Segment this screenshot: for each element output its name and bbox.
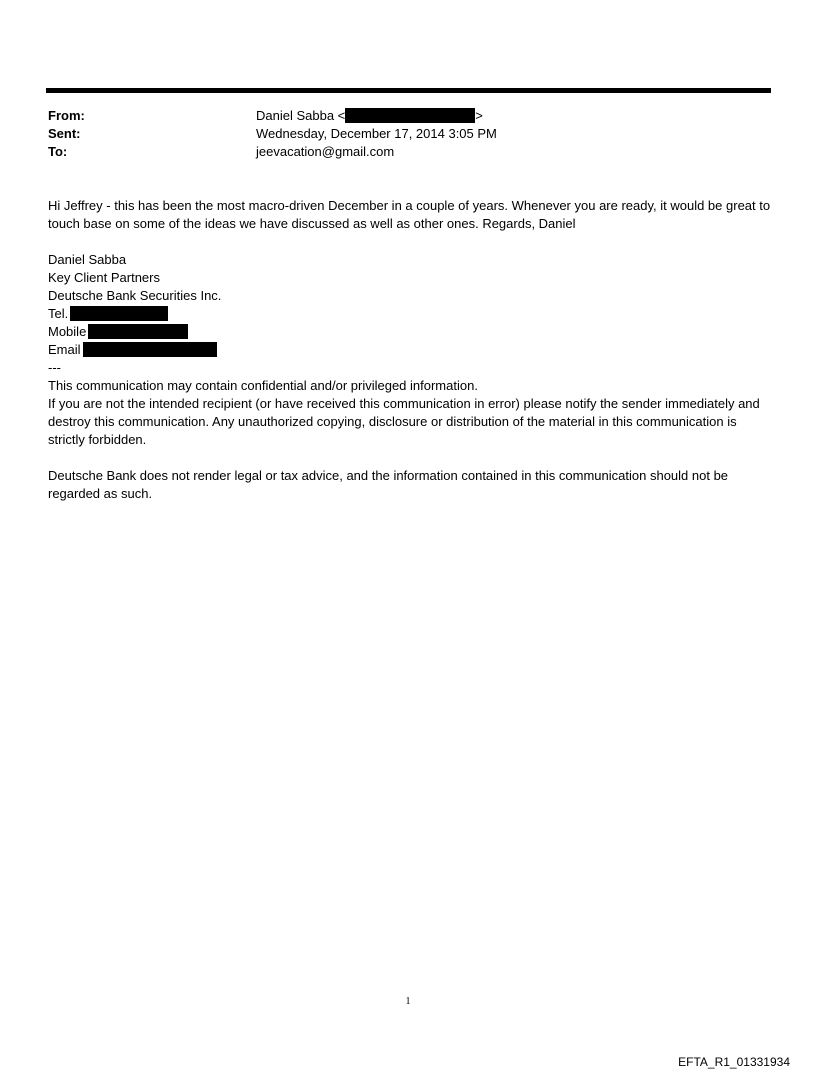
legal-notice: [48, 467, 776, 503]
from-close: >: [475, 108, 483, 123]
tel-label: Tel.: [48, 306, 69, 321]
disclaimer-line-1: This communication may contain confidential and/or privileged information.: [48, 378, 478, 393]
redacted-mobile: [88, 324, 188, 339]
disclaimer-paragraph: If you are not the intended recipient (or have received this communication in error) please notify the sender immediately and destroy this communication. Any unauthorized copying, disclosure or distribution of the material in this communication is strictly forbidden.: [48, 396, 760, 447]
signature-mobile: [48, 323, 776, 341]
header-rule: [46, 88, 771, 93]
mobile-label: Mobile: [48, 324, 87, 339]
redacted-email: [345, 108, 475, 123]
signature-title: Key Client Partners: [48, 270, 160, 285]
document-id: EFTA_R1_01331934: [678, 1055, 790, 1069]
signature-name: Daniel Sabba: [48, 252, 127, 267]
signature-company: Deutsche Bank Securities Inc.: [48, 288, 222, 303]
message-text: Hi Jeffrey - this has been the most macro-driven December in a couple of years. Whenever you are ready, it would be great to touch base on some of the ideas we have discussed as well as other ones. Regards, Daniel: [48, 198, 771, 231]
sent-label: Sent:: [48, 126, 81, 141]
to-label: To:: [48, 144, 68, 159]
message-body: [48, 197, 776, 233]
signature-tel: [48, 305, 776, 323]
redacted-tel: [70, 306, 168, 321]
sent-value: Wednesday, December 17, 2014 3:05 PM: [256, 126, 497, 141]
separator: ---: [48, 360, 61, 375]
page-number: 1: [405, 996, 411, 1007]
from-value: [256, 107, 483, 125]
from-label: From:: [48, 108, 85, 123]
signature-email: [48, 341, 776, 359]
signature-block: [48, 251, 776, 449]
disclaimer-legal: Deutsche Bank does not render legal or tax advice, and the information contained in this communication should not be regarded as such.: [48, 468, 729, 501]
to-value: jeevacation@gmail.com: [256, 144, 395, 159]
email-label: Email: [48, 342, 81, 357]
from-name: Daniel Sabba <: [256, 108, 346, 123]
redacted-sig-email: [83, 342, 217, 357]
